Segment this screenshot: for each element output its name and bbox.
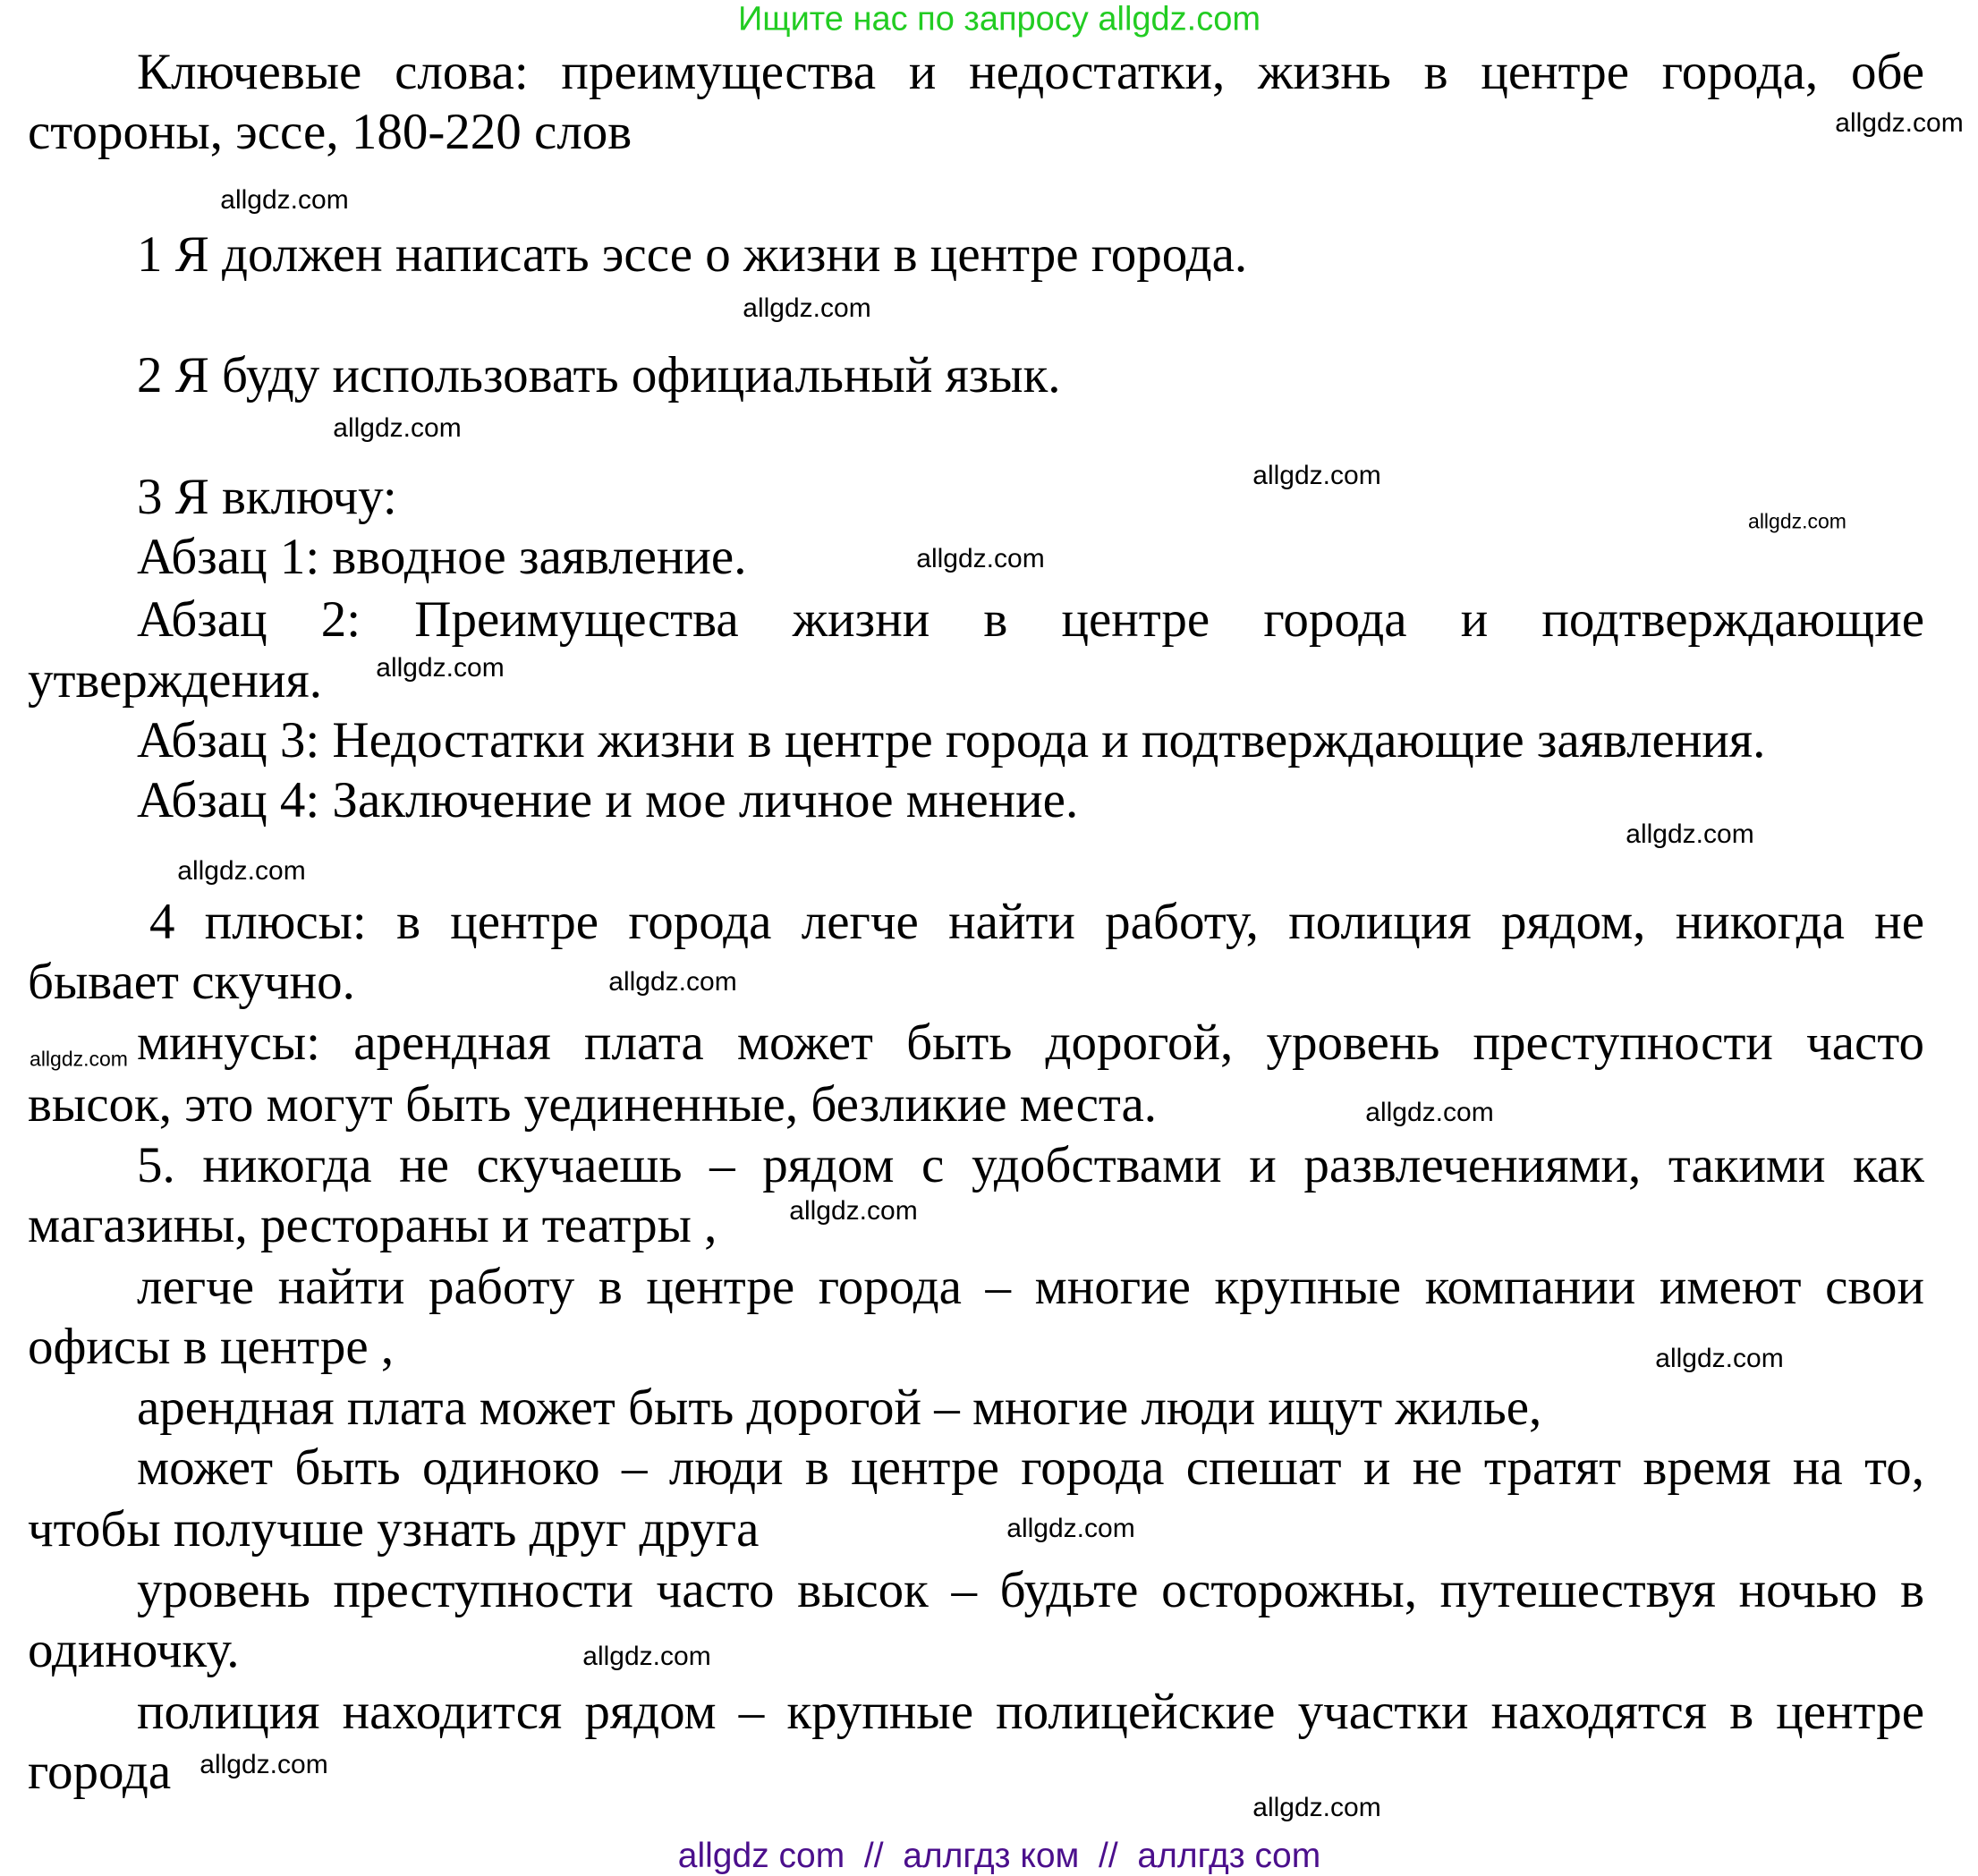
watermark: allgdz.com bbox=[582, 1642, 711, 1671]
watermark: allgdz.com bbox=[743, 293, 871, 323]
text-line: магазины, рестораны и театры , bbox=[28, 1197, 717, 1253]
watermark: allgdz.com bbox=[1626, 819, 1754, 849]
watermark: allgdz.com bbox=[789, 1196, 918, 1226]
text-line: 1 Я должен написать эссе о жизни в центре города. bbox=[137, 226, 1248, 283]
text-line: арендная плата может быть дорогой – многие люди ищут жилье, bbox=[137, 1379, 1542, 1436]
text-line: стороны, эссе, 180-220 слов bbox=[28, 104, 632, 160]
text-line: офисы в центре , bbox=[28, 1319, 395, 1375]
text-line: 4 плюсы: в центре города легче найти работу, полиция рядом, никогда не bbox=[149, 894, 1924, 950]
text-line: полиция находится рядом – крупные полицейские участки находятся в центре bbox=[137, 1684, 1924, 1740]
search-hint: Ищите нас по запросу allgdz.com bbox=[737, 0, 1261, 38]
watermark: allgdz.com bbox=[916, 544, 1045, 573]
text-line: Абзац 2: Преимущества жизни в центре города и подтверждающие bbox=[137, 591, 1924, 648]
watermark: allgdz.com bbox=[199, 1750, 328, 1779]
text-line: одиночку. bbox=[28, 1622, 240, 1678]
text-line: Абзац 1: вводное заявление. bbox=[137, 529, 747, 585]
text-line: Ключевые слова: преимущества и недостатки, жизнь в центре города, обе bbox=[137, 44, 1924, 100]
text-line: утверждения. bbox=[28, 652, 322, 709]
text-line: легче найти работу в центре города – многие крупные компании имеют свои bbox=[137, 1259, 1924, 1315]
text-line: минусы: арендная плата может быть дорогой, уровень преступности часто bbox=[137, 1014, 1924, 1071]
watermark: allgdz.com bbox=[1252, 1793, 1381, 1822]
watermark: allgdz.com bbox=[177, 856, 306, 886]
text-line: 3 Я включу: bbox=[137, 469, 397, 525]
watermark: allgdz.com bbox=[1748, 509, 1846, 533]
text-line: 5. никогда не скучаешь – рядом с удобствами и развлечениями, такими как bbox=[137, 1137, 1924, 1193]
watermark: allgdz.com bbox=[1006, 1514, 1135, 1543]
text-line: Абзац 4: Заключение и мое личное мнение. bbox=[137, 772, 1079, 828]
watermark: allgdz.com bbox=[1365, 1098, 1494, 1127]
watermark: allgdz.com bbox=[608, 967, 737, 997]
text-line: Абзац 3: Недостатки жизни в центре города и подтверждающие заявления. bbox=[137, 712, 1766, 768]
text-line: может быть одиноко – люди в центре города спешат и не тратят время на то, bbox=[137, 1439, 1924, 1496]
watermark: allgdz.com bbox=[220, 185, 349, 215]
watermark: allgdz.com bbox=[1655, 1344, 1784, 1373]
text-line: чтобы получше узнать друг друга bbox=[28, 1501, 760, 1558]
watermark: allgdz.com bbox=[376, 653, 505, 683]
text-line: уровень преступности часто высок – будьте осторожны, путешествуя ночью в bbox=[137, 1562, 1924, 1618]
text-line: бывает скучно. bbox=[28, 954, 355, 1010]
text-line: высок, это могут быть уединенные, безликие места. bbox=[28, 1076, 1158, 1133]
watermark: allgdz.com bbox=[30, 1047, 128, 1071]
text-line: города bbox=[28, 1744, 172, 1800]
watermark: allgdz.com bbox=[1835, 108, 1964, 138]
watermark: allgdz.com bbox=[1252, 461, 1381, 490]
text-line: 2 Я буду использовать официальный язык. bbox=[137, 347, 1061, 403]
footer-links: allgdz com // аллгдз ком // аллгдз com bbox=[677, 1837, 1321, 1875]
watermark: allgdz.com bbox=[333, 413, 462, 443]
